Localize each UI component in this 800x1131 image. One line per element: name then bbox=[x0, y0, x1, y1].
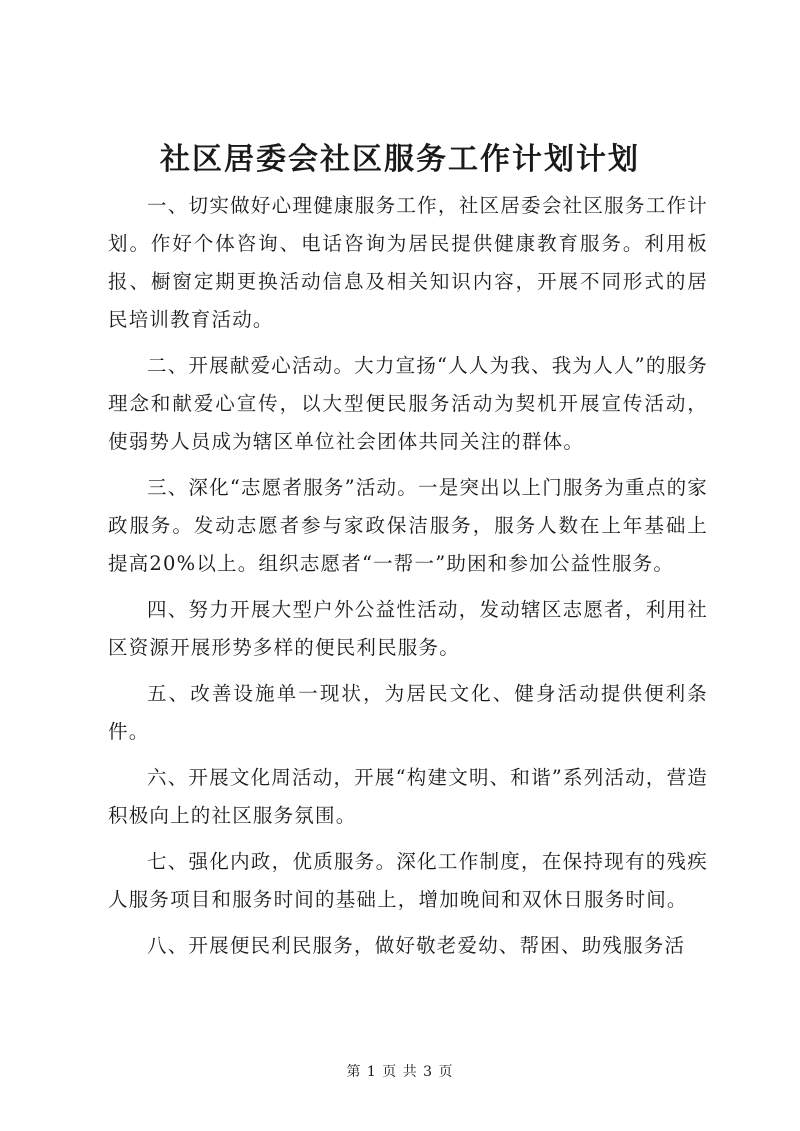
paragraph-1: 一、切实做好心理健康服务工作，社区居委会社区服务工作计划。作好个体咨询、电话咨询为居民提供健康教育服务。利用板报、橱窗定期更换活动信息及相关知识内容，开展不同形式的居民培训教育活动。 bbox=[108, 194, 708, 331]
paragraph-2: 二、开展献爱心活动。大力宣扬“人人为我、我为人人”的服务理念和献爱心宣传，以大型便民服务活动为契机开展宣传活动，使弱势人员成为辖区单位社会团体共同关注的群体。 bbox=[108, 354, 708, 453]
paragraph-7: 七、强化内政，优质服务。深化工作制度，在保持现有的残疾人服务项目和服务时间的基础上，增加晚间和双休日服务时间。 bbox=[108, 850, 708, 911]
paragraph-3: 三、深化“志愿者服务”活动。一是突出以上门服务为重点的家政服务。发动志愿者参与家政保洁服务，服务人数在上年基础上提高20%以上。组织志愿者“一帮一”助困和参加公益性服务。 bbox=[108, 476, 708, 575]
paragraph-6: 六、开展文化周活动，开展“构建文明、和谐”系列活动，营造积极向上的社区服务氛围。 bbox=[108, 766, 708, 827]
document-body bbox=[108, 187, 708, 973]
paragraph-4: 四、努力开展大型户外公益性活动，发动辖区志愿者，利用社区资源开展形势多样的便民利民服务。 bbox=[108, 598, 708, 659]
paragraph-5: 五、改善设施单一现状，为居民文化、健身活动提供便利条件。 bbox=[108, 682, 708, 743]
paragraph-8: 八、开展便民利民服务，做好敬老爱幼、帮困、助残服务活 bbox=[147, 934, 686, 957]
document-title: 社区居委会社区服务工作计划计划 bbox=[160, 142, 640, 177]
page-number-footer: 第 1 页 共 3 页 bbox=[346, 1064, 454, 1080]
